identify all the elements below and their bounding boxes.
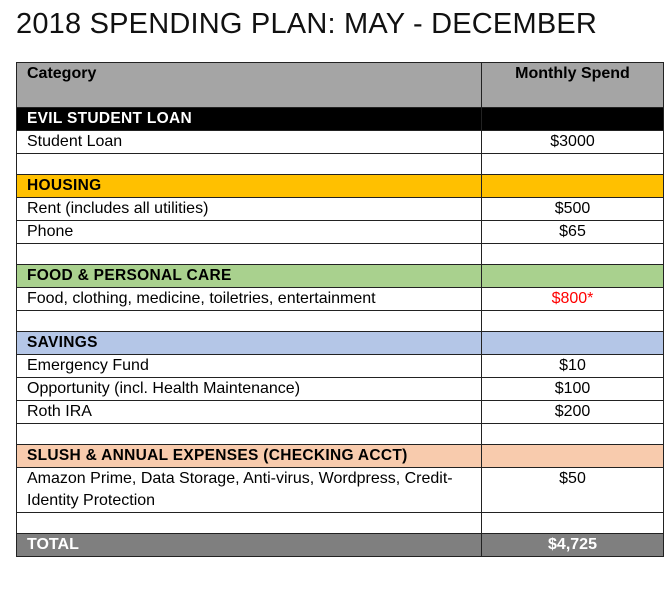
row-amount-highlighted: $800* [482, 288, 664, 311]
table-row [17, 401, 664, 424]
row-amount: $500 [482, 198, 664, 221]
total-row [17, 534, 664, 557]
row-amount: $65 [482, 221, 664, 244]
table-row [17, 468, 664, 513]
row-amount: $50 [482, 468, 664, 513]
section-header-savings [17, 332, 664, 355]
section-header-food [17, 265, 664, 288]
table-row [17, 378, 664, 401]
page-title: 2018 SPENDING PLAN: MAY - DECEMBER [16, 8, 598, 40]
row-amount: $3000 [482, 131, 664, 154]
table-row [17, 221, 664, 244]
row-label: Phone [17, 221, 482, 244]
row-label: Rent (includes all utilities) [17, 198, 482, 221]
row-amount: $100 [482, 378, 664, 401]
category-header: Category [17, 63, 482, 108]
section-header-slush [17, 445, 664, 468]
table-row [17, 198, 664, 221]
table-row [17, 131, 664, 154]
row-amount: $200 [482, 401, 664, 424]
table-row [17, 355, 664, 378]
row-label: Roth IRA [17, 401, 482, 424]
row-label: Food, clothing, medicine, toiletries, entertainment [17, 288, 482, 311]
table-header-row [17, 63, 664, 108]
section-title: SAVINGS [17, 332, 482, 355]
blank-row [17, 244, 664, 265]
monthly-spend-header: Monthly Spend [482, 63, 664, 108]
section-title: SLUSH & ANNUAL EXPENSES (CHECKING ACCT) [17, 445, 482, 468]
section-title: HOUSING [17, 175, 482, 198]
section-header-loan [17, 108, 664, 131]
section-title: FOOD & PERSONAL CARE [17, 265, 482, 288]
blank-row [17, 513, 664, 534]
section-title: EVIL STUDENT LOAN [17, 108, 482, 131]
row-label: Emergency Fund [17, 355, 482, 378]
spending-table [16, 62, 664, 557]
row-amount: $10 [482, 355, 664, 378]
total-label: TOTAL [17, 534, 482, 557]
blank-row [17, 154, 664, 175]
table-row [17, 288, 664, 311]
blank-row [17, 424, 664, 445]
blank-row [17, 311, 664, 332]
row-label: Student Loan [17, 131, 482, 154]
section-header-housing [17, 175, 664, 198]
row-label: Amazon Prime, Data Storage, Anti-virus, Wordpress, Credit-Identity Protection [17, 468, 482, 513]
row-label: Opportunity (incl. Health Maintenance) [17, 378, 482, 401]
total-amount: $4,725 [482, 534, 664, 557]
